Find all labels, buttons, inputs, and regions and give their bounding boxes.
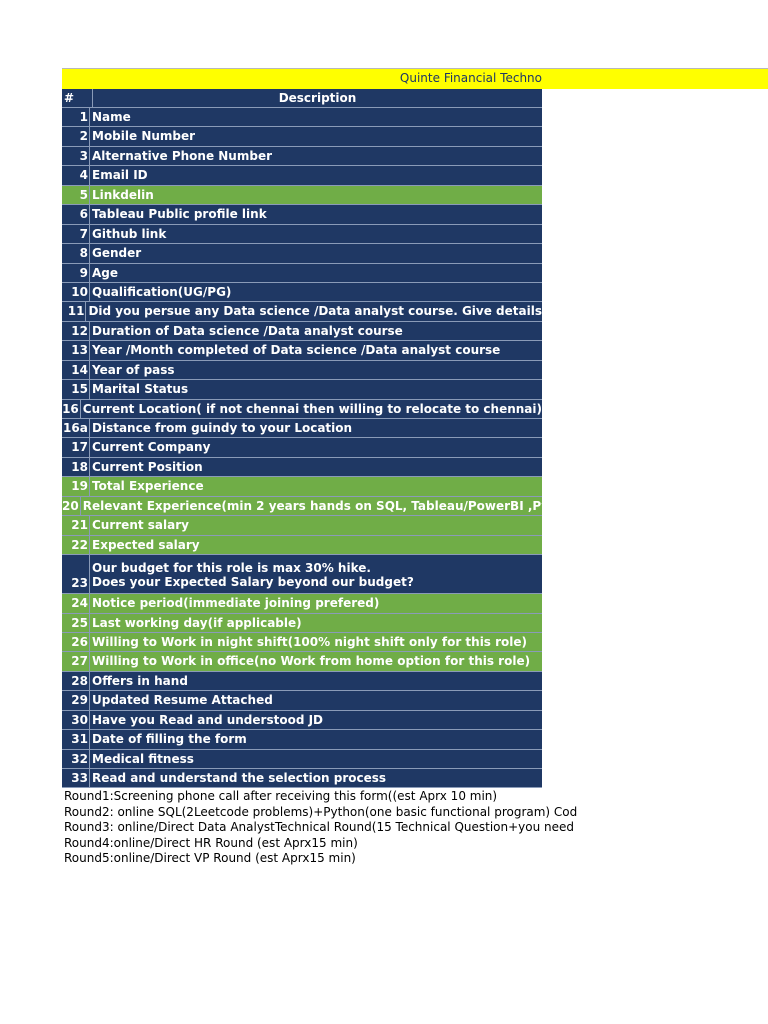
banner-title: Quinte Financial Techno bbox=[399, 71, 542, 85]
row-number: 12 bbox=[62, 322, 90, 340]
row-description: Distance from guindy to your Location bbox=[92, 421, 353, 435]
note-line: Round1:Screening phone call after receiving this form((est Aprx 10 min) bbox=[64, 789, 498, 803]
row-description: Year /Month completed of Data science /Data analyst course bbox=[92, 343, 501, 358]
table-row[interactable] bbox=[62, 166, 542, 185]
row-number: 4 bbox=[62, 166, 90, 184]
table-row[interactable] bbox=[62, 186, 542, 205]
row-number: 32 bbox=[62, 750, 90, 768]
row-number: 22 bbox=[62, 536, 90, 554]
row-number: 16a bbox=[62, 419, 90, 437]
row-number: 19 bbox=[62, 477, 90, 495]
row-number: 3 bbox=[62, 147, 90, 165]
row-description: Email ID bbox=[92, 168, 148, 183]
table-row[interactable] bbox=[62, 322, 542, 341]
row-number: 8 bbox=[62, 244, 90, 262]
row-number: 14 bbox=[62, 361, 90, 379]
table-row[interactable] bbox=[62, 594, 542, 613]
header-description: Description bbox=[278, 91, 357, 105]
table-row[interactable] bbox=[62, 302, 542, 321]
table-body bbox=[62, 108, 586, 788]
table-row[interactable] bbox=[62, 380, 542, 399]
row-description: Relevant Experience(min 2 years hands on SQL, Tableau/PowerBI ,Python) bbox=[82, 498, 586, 513]
row-description: Notice period(immediate joining prefered) bbox=[92, 596, 380, 611]
row-description: Date of filling the form bbox=[92, 732, 247, 747]
table-row[interactable] bbox=[62, 691, 542, 710]
row-description: Github link bbox=[92, 226, 167, 241]
row-number: 24 bbox=[62, 594, 90, 612]
row-number: 17 bbox=[62, 438, 90, 456]
row-description: Mobile Number bbox=[92, 129, 196, 144]
table-row[interactable] bbox=[62, 730, 542, 749]
row-description: Offers in hand bbox=[92, 673, 188, 688]
row-description: Willing to Work in office(no Work from home option for this role) bbox=[92, 654, 531, 669]
table-row[interactable] bbox=[62, 108, 542, 127]
table-row[interactable] bbox=[62, 147, 542, 166]
row-description: Year of pass bbox=[92, 362, 175, 377]
row-description: Updated Resume Attached bbox=[92, 693, 273, 708]
row-number: 7 bbox=[62, 225, 90, 243]
row-number: 23 bbox=[62, 555, 90, 593]
table-row[interactable] bbox=[62, 633, 542, 652]
row-description-line: Our budget for this role is max 30% hike. bbox=[92, 561, 371, 576]
table-row[interactable] bbox=[62, 516, 542, 535]
row-description: Last working day(if applicable) bbox=[92, 615, 302, 630]
table-row[interactable] bbox=[62, 244, 542, 263]
table-row[interactable] bbox=[62, 205, 542, 224]
row-description: Read and understand the selection process bbox=[92, 771, 387, 785]
row-number: 10 bbox=[62, 283, 90, 301]
form-table bbox=[62, 89, 586, 788]
row-description: Have you Read and understood JD bbox=[92, 712, 324, 727]
row-number: 13 bbox=[62, 341, 90, 359]
header-number: # bbox=[62, 89, 93, 107]
table-row[interactable] bbox=[62, 652, 542, 671]
row-number: 1 bbox=[62, 108, 90, 126]
row-number: 30 bbox=[62, 711, 90, 729]
table-row[interactable] bbox=[62, 458, 542, 477]
row-number: 28 bbox=[62, 672, 90, 690]
row-number: 5 bbox=[62, 186, 90, 204]
table-row[interactable] bbox=[62, 419, 542, 438]
row-description: Qualification(UG/PG) bbox=[92, 284, 232, 299]
table-row[interactable] bbox=[62, 672, 542, 691]
row-description: Gender bbox=[92, 246, 142, 261]
row-description: Current Location( if not chennai then willing to relocate to chennai) bbox=[82, 401, 542, 416]
row-number: 29 bbox=[62, 691, 90, 709]
table-row[interactable] bbox=[62, 341, 542, 360]
note-line: Round2: online SQL(2Leetcode problems)+Python(one basic functional program) Cod bbox=[64, 804, 578, 819]
row-number: 33 bbox=[62, 769, 90, 787]
table-row[interactable] bbox=[62, 750, 542, 769]
row-description: Duration of Data science /Data analyst course bbox=[92, 323, 403, 338]
row-description: Tableau Public profile link bbox=[92, 207, 267, 222]
row-description: Expected salary bbox=[92, 537, 200, 552]
row-number: 11 bbox=[62, 302, 86, 320]
row-number: 31 bbox=[62, 730, 90, 748]
table-row[interactable] bbox=[62, 769, 542, 788]
row-number: 16 bbox=[62, 400, 81, 418]
row-description: Medical fitness bbox=[92, 751, 194, 766]
row-description: Name bbox=[92, 110, 131, 124]
row-number: 6 bbox=[62, 205, 90, 223]
table-row[interactable] bbox=[62, 283, 542, 302]
table-row[interactable] bbox=[62, 536, 542, 555]
table-row[interactable] bbox=[62, 400, 542, 419]
note-line: Round4:online/Direct HR Round (est Aprx15 min) bbox=[64, 835, 358, 850]
row-description: Did you persue any Data science /Data analyst course. Give details bbox=[88, 304, 542, 319]
table-row[interactable] bbox=[62, 264, 542, 283]
row-description bbox=[90, 555, 542, 593]
selection-process-notes bbox=[64, 789, 578, 867]
row-number: 15 bbox=[62, 380, 90, 398]
title-banner bbox=[62, 68, 768, 89]
row-number: 27 bbox=[62, 652, 90, 670]
row-number: 20 bbox=[62, 497, 81, 515]
table-row[interactable] bbox=[62, 127, 542, 146]
table-row[interactable] bbox=[62, 555, 542, 594]
row-number: 26 bbox=[62, 633, 90, 651]
table-row[interactable] bbox=[62, 477, 542, 496]
row-number: 21 bbox=[62, 516, 90, 534]
note-line: Round3: online/Direct Data AnalystTechnical Round(15 Technical Question+you need bbox=[64, 820, 575, 834]
row-description: Current salary bbox=[92, 518, 189, 533]
table-row[interactable] bbox=[62, 225, 542, 244]
row-number: 18 bbox=[62, 458, 90, 476]
table-row[interactable] bbox=[62, 614, 542, 633]
table-row[interactable] bbox=[62, 438, 542, 457]
row-description: Total Experience bbox=[92, 479, 204, 494]
row-number: 2 bbox=[62, 127, 90, 145]
note-line: Round5:online/Direct VP Round (est Aprx15 min) bbox=[64, 851, 356, 865]
row-description: Alternative Phone Number bbox=[92, 148, 272, 163]
row-description: Age bbox=[92, 265, 119, 280]
row-number: 25 bbox=[62, 614, 90, 632]
row-number: 9 bbox=[62, 264, 90, 282]
row-description: Linkdelin bbox=[92, 187, 154, 202]
table-row[interactable] bbox=[62, 711, 542, 730]
row-description: Current Position bbox=[92, 459, 203, 474]
row-description: Current Company bbox=[92, 440, 211, 455]
row-description: Willing to Work in night shift(100% night shift only for this role) bbox=[92, 634, 528, 649]
table-row[interactable] bbox=[62, 497, 586, 516]
table-header bbox=[62, 89, 542, 108]
row-description-line: Does your Expected Salary beyond our budget? bbox=[92, 575, 414, 590]
table-row[interactable] bbox=[62, 361, 542, 380]
row-description: Marital Status bbox=[92, 382, 189, 397]
